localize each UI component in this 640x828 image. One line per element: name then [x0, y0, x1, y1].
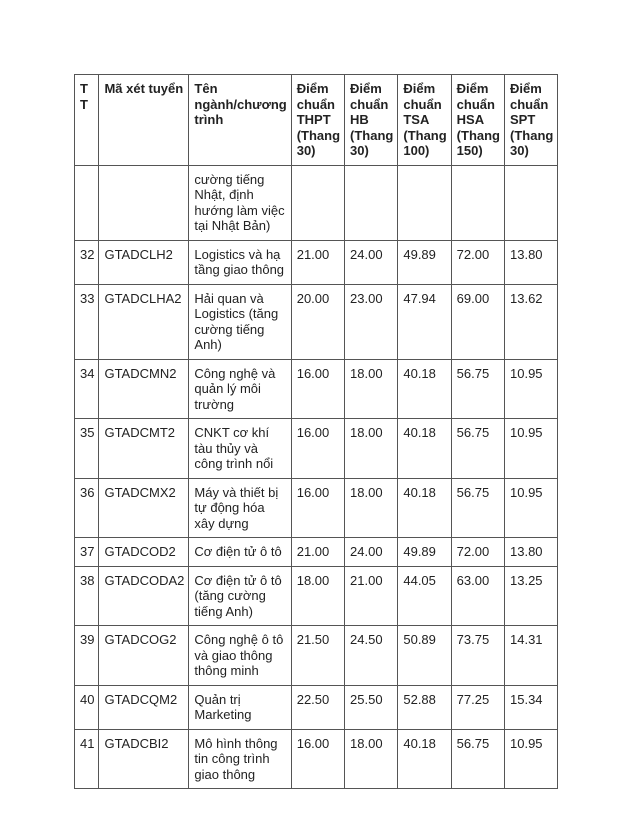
cell-spt: 10.95 [505, 419, 558, 479]
cell-name: Máy và thiết bị tự động hóa xây dựng [189, 478, 291, 538]
cell-thpt: 21.00 [291, 240, 344, 284]
cell-hsa: 73.75 [451, 626, 504, 686]
cell-hb: 24.00 [345, 538, 398, 567]
cell-code: GTADCOD2 [99, 538, 189, 567]
cell-code: GTADCOG2 [99, 626, 189, 686]
cell-tt: 33 [75, 284, 99, 359]
cell-thpt: 22.50 [291, 685, 344, 729]
header-name: Tên ngành/chương trình [189, 75, 291, 166]
table-row [75, 165, 558, 240]
cell-name: Công nghệ và quản lý môi trường [189, 359, 291, 419]
cell-tt: 37 [75, 538, 99, 567]
cell-hb: 25.50 [345, 685, 398, 729]
cell-tsa: 49.89 [398, 240, 451, 284]
cell-spt: 13.25 [505, 566, 558, 626]
cell-tsa: 40.18 [398, 478, 451, 538]
cell-hsa: 72.00 [451, 538, 504, 567]
cell-hb: 21.00 [345, 566, 398, 626]
cell-code: GTADCQM2 [99, 685, 189, 729]
cell-tsa: 47.94 [398, 284, 451, 359]
table-row [75, 566, 558, 626]
cell-tt: 39 [75, 626, 99, 686]
cell-spt: 15.34 [505, 685, 558, 729]
cell-thpt: 16.00 [291, 419, 344, 479]
cell-hsa [451, 165, 504, 240]
cell-tsa: 44.05 [398, 566, 451, 626]
cell-hb: 18.00 [345, 359, 398, 419]
cell-hb: 18.00 [345, 729, 398, 789]
cell-tsa: 40.18 [398, 359, 451, 419]
cell-tsa: 40.18 [398, 419, 451, 479]
cell-code: GTADCMN2 [99, 359, 189, 419]
cell-tsa [398, 165, 451, 240]
cell-code: GTADCLHA2 [99, 284, 189, 359]
cell-code: GTADCODA2 [99, 566, 189, 626]
cell-thpt: 16.00 [291, 478, 344, 538]
cell-hsa: 72.00 [451, 240, 504, 284]
table-row [75, 240, 558, 284]
cell-hb [345, 165, 398, 240]
cell-tt: 34 [75, 359, 99, 419]
table-row [75, 626, 558, 686]
header-thpt: Điểm chuẩn THPT (Thang 30) [291, 75, 344, 166]
cell-thpt: 21.50 [291, 626, 344, 686]
cell-name: Cơ điện tử ô tô (tăng cường tiếng Anh) [189, 566, 291, 626]
admission-score-table [74, 74, 558, 789]
cell-name: Logistics và hạ tầng giao thông [189, 240, 291, 284]
table-header-row [75, 75, 558, 166]
cell-code: GTADCBI2 [99, 729, 189, 789]
cell-tt: 35 [75, 419, 99, 479]
cell-hsa: 56.75 [451, 729, 504, 789]
cell-tsa: 49.89 [398, 538, 451, 567]
cell-spt: 10.95 [505, 729, 558, 789]
cell-name: Hải quan và Logistics (tăng cường tiếng Anh) [189, 284, 291, 359]
cell-spt: 10.95 [505, 478, 558, 538]
cell-hb: 24.00 [345, 240, 398, 284]
table-row [75, 478, 558, 538]
cell-name: CNKT cơ khí tàu thủy và công trình nổi [189, 419, 291, 479]
cell-tsa: 52.88 [398, 685, 451, 729]
header-code: Mã xét tuyển [99, 75, 189, 166]
header-tt: T T [75, 75, 99, 166]
cell-name: Quản trị Marketing [189, 685, 291, 729]
cell-name: cường tiếng Nhật, định hướng làm việc tại Nhật Bản) [189, 165, 291, 240]
cell-name: Cơ điện tử ô tô [189, 538, 291, 567]
table-row [75, 538, 558, 567]
header-hb: Điểm chuẩn HB (Thang 30) [345, 75, 398, 166]
cell-thpt: 18.00 [291, 566, 344, 626]
cell-tt: 38 [75, 566, 99, 626]
cell-tt: 41 [75, 729, 99, 789]
cell-code: GTADCMT2 [99, 419, 189, 479]
cell-spt: 13.62 [505, 284, 558, 359]
cell-hsa: 56.75 [451, 478, 504, 538]
table-row [75, 685, 558, 729]
cell-name: Mô hình thông tin công trình giao thông [189, 729, 291, 789]
header-hsa: Điểm chuẩn HSA (Thang 150) [451, 75, 504, 166]
table-row [75, 284, 558, 359]
cell-thpt: 16.00 [291, 359, 344, 419]
cell-tsa: 50.89 [398, 626, 451, 686]
cell-tt: 32 [75, 240, 99, 284]
cell-spt: 13.80 [505, 240, 558, 284]
header-spt: Điểm chuẩn SPT (Thang 30) [505, 75, 558, 166]
cell-tt [75, 165, 99, 240]
header-tsa: Điểm chuẩn TSA (Thang 100) [398, 75, 451, 166]
table-row [75, 359, 558, 419]
cell-name: Công nghệ ô tô và giao thông thông minh [189, 626, 291, 686]
cell-spt [505, 165, 558, 240]
cell-thpt: 16.00 [291, 729, 344, 789]
cell-code: GTADCMX2 [99, 478, 189, 538]
cell-hsa: 63.00 [451, 566, 504, 626]
cell-hsa: 56.75 [451, 359, 504, 419]
cell-spt: 10.95 [505, 359, 558, 419]
cell-tt: 36 [75, 478, 99, 538]
cell-tsa: 40.18 [398, 729, 451, 789]
cell-hb: 18.00 [345, 478, 398, 538]
table-row [75, 419, 558, 479]
cell-hsa: 77.25 [451, 685, 504, 729]
cell-code [99, 165, 189, 240]
cell-thpt: 20.00 [291, 284, 344, 359]
table-row [75, 729, 558, 789]
cell-hsa: 56.75 [451, 419, 504, 479]
cell-thpt: 21.00 [291, 538, 344, 567]
cell-code: GTADCLH2 [99, 240, 189, 284]
cell-tt: 40 [75, 685, 99, 729]
cell-thpt [291, 165, 344, 240]
cell-hb: 23.00 [345, 284, 398, 359]
cell-hb: 24.50 [345, 626, 398, 686]
cell-hsa: 69.00 [451, 284, 504, 359]
cell-spt: 13.80 [505, 538, 558, 567]
cell-spt: 14.31 [505, 626, 558, 686]
cell-hb: 18.00 [345, 419, 398, 479]
